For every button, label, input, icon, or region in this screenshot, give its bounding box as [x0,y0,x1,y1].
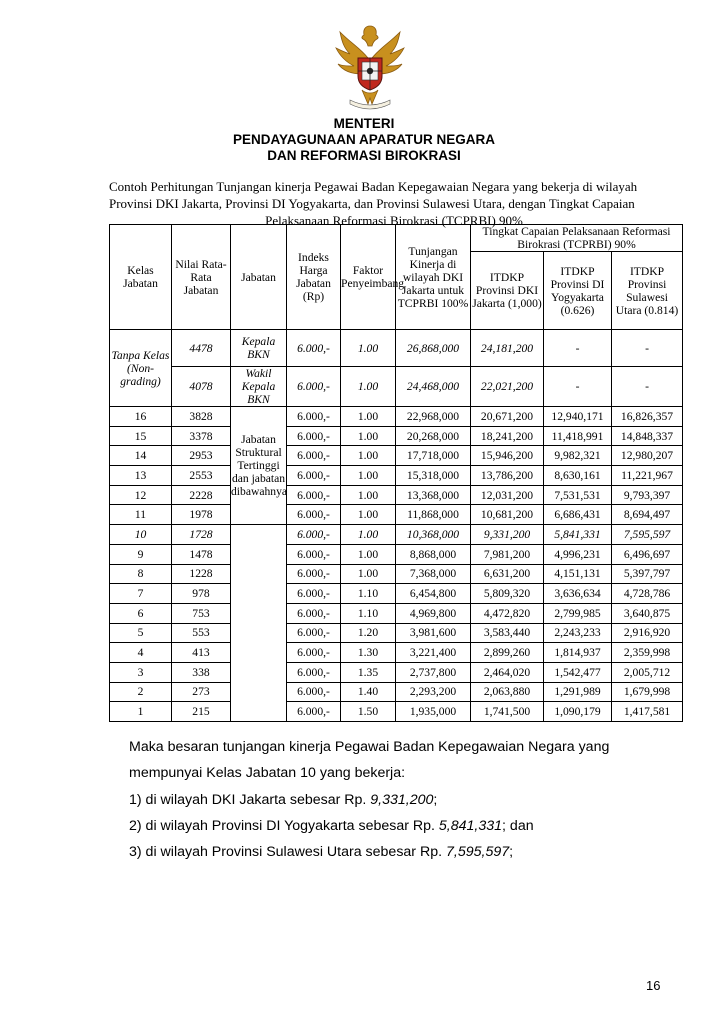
table-row [110,662,683,682]
cell-faktor: 1.40 [341,682,396,702]
cell-kelas: 15 [110,426,172,446]
cell-kelas: 9 [110,544,172,564]
list-item-3 [129,844,669,860]
list-item-1 [129,792,669,808]
table-row [110,367,683,407]
cell-nilai: 1728 [172,525,231,545]
cell-faktor: 1.00 [341,485,396,505]
table-row [110,407,683,427]
cell-tunjangan: 3,221,400 [396,643,471,663]
paragraph-line-2: mempunyai Kelas Jabatan 10 yang bekerja: [129,765,406,781]
cell-dki: 4,472,820 [471,603,544,623]
header-line-2: PENDAYAGUNAAN APARATUR NEGARA [232,132,496,147]
cell-yogya: 8,630,161 [544,466,612,486]
item-3-value: 7,595,597 [446,844,510,860]
item-3-suffix: ; [509,844,514,860]
cell-sulut: 1,417,581 [612,702,683,722]
cell-nilai: 2953 [172,446,231,466]
cell-nilai: 978 [172,584,231,604]
intro-line-1: Contoh Perhitungan Tunjangan kinerja Pegawai Badan Kepegawaian Negara yang bekerja di wilayah [109,179,638,194]
cell-indeks: 6.000,- [287,367,341,407]
col-header-yogya: ITDKP Provinsi DI Yogyakarta (0.626) [544,252,612,330]
cell-dki: 5,809,320 [471,584,544,604]
cell-tunjangan: 2,293,200 [396,682,471,702]
cell-sulut: - [612,330,683,367]
cell-kelas: 6 [110,603,172,623]
cell-indeks: 6.000,- [287,623,341,643]
table-row [110,466,683,486]
cell-kelas: 8 [110,564,172,584]
cell-kelas: 3 [110,662,172,682]
cell-yogya: 2,243,233 [544,623,612,643]
cell-nilai: 273 [172,682,231,702]
table-row [110,702,683,722]
cell-sulut: 8,694,497 [612,505,683,525]
cell-indeks: 6.000,- [287,544,341,564]
table-row [110,682,683,702]
cell-tunjangan: 2,737,800 [396,662,471,682]
cell-sulut: 1,679,998 [612,682,683,702]
cell-yogya: 5,841,331 [544,525,612,545]
cell-indeks: 6.000,- [287,643,341,663]
col-header-dki: ITDKP Provinsi DKI Jakarta (1,000) [471,252,544,330]
cell-sulut: 11,221,967 [612,466,683,486]
cell-jabatan-struktural: Jabatan Struktural Tertinggi dan jabatan dibawahnya [231,407,287,525]
table-row [110,485,683,505]
cell-indeks: 6.000,- [287,485,341,505]
cell-yogya: 12,940,171 [544,407,612,427]
cell-sulut: 5,397,797 [612,564,683,584]
cell-faktor: 1.00 [341,505,396,525]
table-row [110,330,683,367]
col-header-tingkat: Tingkat Capaian Pelaksanaan Reformasi Birokrasi (TCPRBI) 90% [471,225,683,252]
cell-faktor: 1.00 [341,466,396,486]
paragraph-line-1: Maka besaran tunjangan kinerja Pegawai Badan Kepegawaian Negara yang [129,739,610,755]
list-item-2 [129,818,669,834]
cell-yogya: 1,291,989 [544,682,612,702]
cell-dki: 18,241,200 [471,426,544,446]
cell-sulut: 16,826,357 [612,407,683,427]
cell-sulut: 6,496,697 [612,544,683,564]
col-header-faktor: Faktor Penyeimbang [341,225,396,330]
cell-indeks: 6.000,- [287,407,341,427]
cell-faktor: 1.00 [341,407,396,427]
cell-dki: 9,331,200 [471,525,544,545]
garuda-tail [362,90,378,104]
item-1-suffix: ; [433,792,438,808]
col-header-sulut: ITDKP Provinsi Sulawesi Utara (0.814) [612,252,683,330]
header-line-3: DAN REFORMASI BIROKRASI [267,148,461,163]
cell-dki: 13,786,200 [471,466,544,486]
cell-sulut: 2,916,920 [612,623,683,643]
cell-dki: 12,031,200 [471,485,544,505]
col-header-indeks: Indeks Harga Jabatan (Rp) [287,225,341,330]
cell-kelas: 12 [110,485,172,505]
item-2-value: 5,841,331 [438,818,503,834]
cell-kelas: 2 [110,682,172,702]
cell-sulut: 9,793,397 [612,485,683,505]
cell-nilai: 553 [172,623,231,643]
cell-dki: 7,981,200 [471,544,544,564]
cell-yogya: 2,799,985 [544,603,612,623]
cell-kelas: 4 [110,643,172,663]
cell-nilai: 4478 [172,330,231,367]
cell-tunjangan: 26,868,000 [396,330,471,367]
cell-indeks: 6.000,- [287,466,341,486]
cell-faktor: 1.00 [341,525,396,545]
cell-yogya: 11,418,991 [544,426,612,446]
cell-dki: 3,583,440 [471,623,544,643]
cell-yogya: 6,686,431 [544,505,612,525]
intro-line-3: Pelaksanaan Reformasi Birokrasi (TCPRBI) 90% [265,213,523,228]
cell-tunjangan: 17,718,000 [396,446,471,466]
cell-tunjangan: 8,868,000 [396,544,471,564]
cell-yogya: 4,996,231 [544,544,612,564]
intro-text [109,178,679,229]
allowance-table [109,224,683,722]
cell-nilai: 3828 [172,407,231,427]
cell-sulut: - [612,367,683,407]
cell-kelas: 13 [110,466,172,486]
cell-faktor: 1.20 [341,623,396,643]
cell-tunjangan: 1,935,000 [396,702,471,722]
garuda-emblem [332,18,408,112]
item-1-prefix: 1) di wilayah DKI Jakarta sebesar Rp. [129,792,371,808]
cell-dki: 24,181,200 [471,330,544,367]
cell-faktor: 1.00 [341,446,396,466]
table-row [110,623,683,643]
cell-jabatan-empty [231,525,287,722]
cell-jabatan: Kepala BKN [231,330,287,367]
cell-tunjangan: 7,368,000 [396,564,471,584]
cell-indeks: 6.000,- [287,330,341,367]
item-2-prefix: 2) di wilayah Provinsi DI Yogyakarta sebesar Rp. [129,818,439,834]
cell-indeks: 6.000,- [287,505,341,525]
cell-tunjangan: 13,368,000 [396,485,471,505]
cell-kelas: 7 [110,584,172,604]
cell-dki: 2,063,880 [471,682,544,702]
cell-tunjangan: 24,468,000 [396,367,471,407]
item-1-value: 9,331,200 [370,792,434,808]
item-2-suffix: ; dan [502,818,534,834]
cell-yogya: 1,542,477 [544,662,612,682]
cell-yogya: 4,151,131 [544,564,612,584]
cell-yogya: 1,090,179 [544,702,612,722]
cell-faktor: 1.00 [341,544,396,564]
cell-indeks: 6.000,- [287,662,341,682]
cell-indeks: 6.000,- [287,564,341,584]
cell-kelas: 10 [110,525,172,545]
cell-indeks: 6.000,- [287,702,341,722]
cell-dki: 22,021,200 [471,367,544,407]
cell-kelas: 11 [110,505,172,525]
table-row [110,643,683,663]
cell-kelas: 16 [110,407,172,427]
cell-indeks: 6.000,- [287,446,341,466]
cell-yogya: 1,814,937 [544,643,612,663]
cell-nilai: 1978 [172,505,231,525]
cell-nilai: 1478 [172,544,231,564]
garuda-banner [350,100,390,109]
page-number: 16 [646,978,661,993]
cell-tunjangan: 22,968,000 [396,407,471,427]
cell-tunjangan: 11,868,000 [396,505,471,525]
table-row [110,505,683,525]
cell-nilai: 2553 [172,466,231,486]
cell-faktor: 1.50 [341,702,396,722]
cell-sulut: 2,005,712 [612,662,683,682]
cell-yogya: - [544,330,612,367]
cell-yogya: 9,982,321 [544,446,612,466]
cell-sulut: 12,980,207 [612,446,683,466]
cell-nilai: 1228 [172,564,231,584]
header-line-1: MENTERI [333,116,395,131]
cell-kelas: 14 [110,446,172,466]
cell-faktor: 1.10 [341,584,396,604]
cell-kelas: Tanpa Kelas (Non-grading) [110,330,172,407]
cell-dki: 2,899,260 [471,643,544,663]
cell-sulut: 14,848,337 [612,426,683,446]
cell-tunjangan: 20,268,000 [396,426,471,446]
cell-nilai: 4078 [172,367,231,407]
cell-faktor: 1.10 [341,603,396,623]
cell-dki: 1,741,500 [471,702,544,722]
cell-yogya: 3,636,634 [544,584,612,604]
cell-faktor: 1.00 [341,426,396,446]
cell-dki: 10,681,200 [471,505,544,525]
cell-faktor: 1.00 [341,330,396,367]
cell-faktor: 1.35 [341,662,396,682]
cell-faktor: 1.00 [341,564,396,584]
cell-tunjangan: 10,368,000 [396,525,471,545]
cell-faktor: 1.30 [341,643,396,663]
col-header-nilai: Nilai Rata-Rata Jabatan [172,225,231,330]
cell-dki: 6,631,200 [471,564,544,584]
cell-dki: 2,464,020 [471,662,544,682]
cell-sulut: 3,640,875 [612,603,683,623]
table-row [110,544,683,564]
table-row-highlight [110,525,683,545]
cell-yogya: 7,531,531 [544,485,612,505]
cell-nilai: 3378 [172,426,231,446]
table-row [110,426,683,446]
cell-jabatan: Wakil Kepala BKN [231,367,287,407]
cell-sulut: 4,728,786 [612,584,683,604]
cell-sulut: 7,595,597 [612,525,683,545]
cell-kelas: 5 [110,623,172,643]
cell-sulut: 2,359,998 [612,643,683,663]
cell-nilai: 413 [172,643,231,663]
cell-indeks: 6.000,- [287,525,341,545]
table-row [110,603,683,623]
cell-tunjangan: 3,981,600 [396,623,471,643]
cell-kelas: 1 [110,702,172,722]
table-row [110,446,683,466]
cell-indeks: 6.000,- [287,584,341,604]
col-header-jabatan: Jabatan [231,225,287,330]
cell-dki: 20,671,200 [471,407,544,427]
cell-tunjangan: 4,969,800 [396,603,471,623]
cell-indeks: 6.000,- [287,603,341,623]
cell-faktor: 1.00 [341,367,396,407]
header-row-1 [110,225,683,252]
cell-nilai: 753 [172,603,231,623]
col-header-tunjangan: Tunjangan Kinerja di wilayah DKI Jakarta untuk TCPRBI 100% [396,225,471,330]
cell-dki: 15,946,200 [471,446,544,466]
table-row [110,584,683,604]
cell-indeks: 6.000,- [287,682,341,702]
col-header-kelas: Kelas Jabatan [110,225,172,330]
cell-tunjangan: 6,454,800 [396,584,471,604]
cell-indeks: 6.000,- [287,426,341,446]
item-3-prefix: 3) di wilayah Provinsi Sulawesi Utara sebesar Rp. [129,844,446,860]
cell-tunjangan: 15,318,000 [396,466,471,486]
cell-nilai: 215 [172,702,231,722]
cell-nilai: 338 [172,662,231,682]
cell-yogya: - [544,367,612,407]
table-row [110,564,683,584]
cell-nilai: 2228 [172,485,231,505]
intro-line-2: Provinsi DKI Jakarta, Provinsi DI Yogyakarta, dan Provinsi Sulawesi Utara, dengan Tingkat Capaian [109,196,635,211]
garuda-head [362,26,378,46]
